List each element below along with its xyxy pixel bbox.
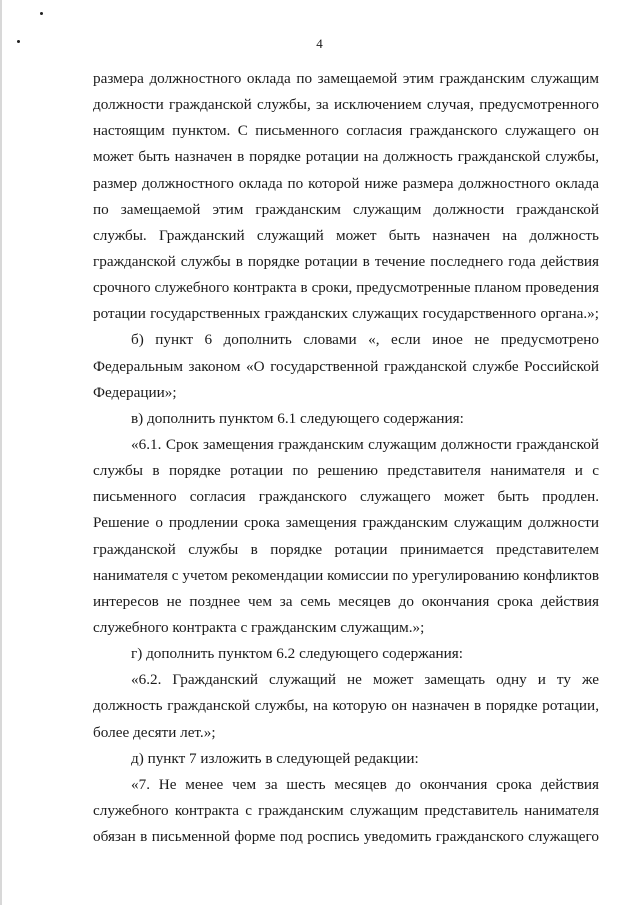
- text-line: размер должностного оклада по которой ниже размера должностного оклада: [93, 174, 599, 192]
- text-line: службы. Гражданский служащий может быть назначен на должность: [93, 226, 599, 244]
- text-line: ротации государственных гражданских служащих государственного органа.»;: [93, 305, 599, 323]
- paragraph: [93, 667, 599, 745]
- text-line: более десяти лет.»;: [93, 723, 216, 741]
- text-line: должности гражданской службы, за исключением случая, предусмотренного: [93, 96, 599, 114]
- text-line: д) пункт 7 изложить в следующей редакции:: [131, 749, 419, 767]
- paragraph: [93, 641, 599, 667]
- text-line: размера должностного оклада по замещаемой этим гражданским служащим: [93, 70, 599, 87]
- paragraph: [93, 432, 599, 641]
- text-line: служебного контракта с гражданским служащим.»;: [93, 618, 425, 636]
- text-line: г) дополнить пунктом 6.2 следующего содержания:: [131, 645, 463, 663]
- paragraph: [93, 772, 599, 850]
- text-line: в) дополнить пунктом 6.1 следующего содержания:: [131, 409, 464, 427]
- text-line: службы в порядке ротации по решению представителя нанимателя и с: [93, 462, 599, 480]
- page-number: 4: [316, 36, 323, 51]
- paragraph: [93, 66, 599, 327]
- text-line: «7. Не менее чем за шесть месяцев до окончания срока действия: [131, 775, 599, 793]
- text-line: настоящим пунктом. С письменного согласия гражданского служащего он: [93, 122, 599, 140]
- text-line: служебного контракта с гражданским служащим представитель нанимателя: [93, 801, 599, 819]
- scan-edge: [0, 0, 2, 905]
- text-line: интересов не позднее чем за семь месяцев до окончания срока действия: [93, 592, 599, 610]
- text-line: Решение о продлении срока замещения гражданским служащим должности: [93, 514, 599, 532]
- text-line: гражданской службы в порядке ротации в течение последнего года действия: [93, 252, 599, 270]
- paragraph: [93, 746, 599, 772]
- scan-mark: [40, 12, 43, 15]
- text-line: письменного согласия гражданского служащего может быть продлен.: [93, 488, 599, 506]
- text-line: по замещаемой этим гражданским служащим должности гражданской: [93, 200, 599, 218]
- text-line: должность гражданской службы, на которую он назначен в порядке ротации,: [93, 697, 599, 715]
- text-line: срочного служебного контракта в сроки, предусмотренные планом проведения: [93, 280, 599, 297]
- text-line: обязан в письменной форме под роспись уведомить гражданского служащего: [93, 828, 599, 846]
- text-line: «6.1. Срок замещения гражданским служащим должности гражданской: [131, 435, 599, 453]
- document-body: [93, 66, 599, 850]
- text-line: «6.2. Гражданский служащий не может замещать одну и ту же: [131, 671, 599, 689]
- text-line: Федерации»;: [93, 383, 177, 401]
- paragraph: [93, 406, 599, 432]
- text-line: Федеральным законом «О государственной гражданской службе Российской: [93, 357, 599, 375]
- paragraph: [93, 327, 599, 405]
- text-line: может быть назначен в порядке ротации на должность гражданской службы,: [93, 148, 599, 166]
- text-line: б) пункт 6 дополнить словами «, если иное не предусмотрено: [131, 331, 599, 349]
- text-line: гражданской службы в порядке ротации принимается представителем: [93, 540, 599, 558]
- text-line: нанимателя с учетом рекомендации комиссии по урегулированию конфликтов: [93, 566, 599, 584]
